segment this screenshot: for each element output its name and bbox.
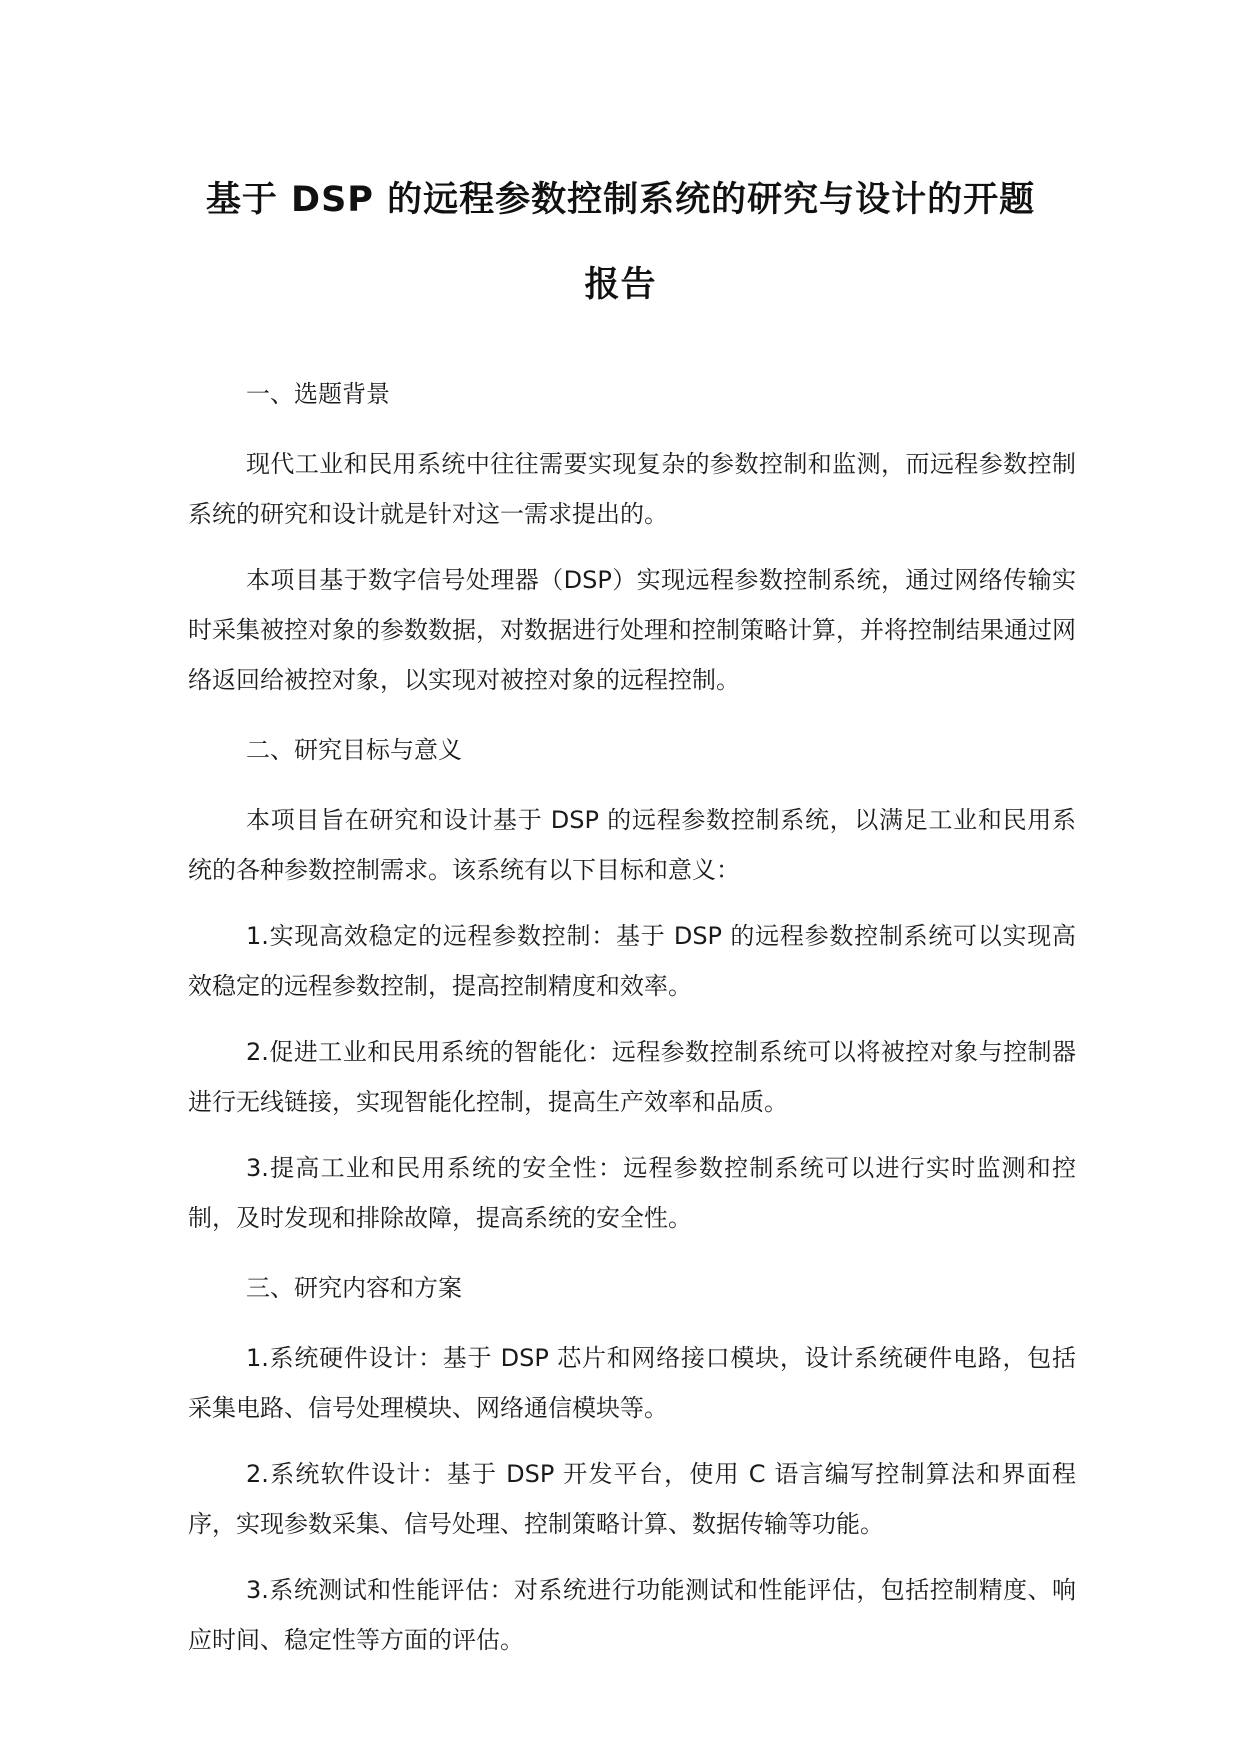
paragraph: 本项目旨在研究和设计基于 DSP 的远程参数控制系统，以满足工业和民用系统的各种参数控制需求。该系统有以下目标和意义： [188,806,1076,884]
document-body [188,376,1076,1665]
paragraph: 2.促进工业和民用系统的智能化：远程参数控制系统可以将被控对象与控制器进行无线链接，实现智能化控制，提高生产效率和品质。 [188,1038,1076,1116]
paragraph: 1.系统硬件设计：基于 DSP 芯片和网络接口模块，设计系统硬件电路，包括采集电路、信号处理模块、网络通信模块等。 [188,1344,1076,1422]
document-title-line1: 基于 DSP 的远程参数控制系统的研究与设计的开题 [205,180,1036,220]
section-heading-goals: 二、研究目标与意义 [246,736,462,764]
paragraph: 3.系统测试和性能评估：对系统进行功能测试和性能评估，包括控制精度、响应时间、稳定性等方面的评估。 [188,1576,1076,1654]
document-title-line2: 报告 [584,265,657,305]
paragraph: 3.提高工业和民用系统的安全性：远程参数控制系统可以进行实时监测和控制，及时发现和排除故障，提高系统的安全性。 [188,1154,1076,1232]
paragraph: 1.实现高效稳定的远程参数控制：基于 DSP 的远程参数控制系统可以实现高效稳定的远程参数控制，提高控制精度和效率。 [188,922,1076,1000]
paragraph: 2.系统软件设计：基于 DSP 开发平台，使用 C 语言编写控制算法和界面程序，实现参数采集、信号处理、控制策略计算、数据传输等功能。 [188,1460,1076,1538]
section-heading-background: 一、选题背景 [246,380,390,408]
paragraph: 本项目基于数字信号处理器（DSP）实现远程参数控制系统，通过网络传输实时采集被控对象的参数数据，对数据进行处理和控制策略计算，并将控制结果通过网络返回给被控对象，以实现对被控对象的远程控制。 [188,566,1076,694]
paragraph: 现代工业和民用系统中往往需要实现复杂的参数控制和监测，而远程参数控制系统的研究和设计就是针对这一需求提出的。 [188,450,1076,528]
section-heading-content: 三、研究内容和方案 [246,1274,462,1302]
